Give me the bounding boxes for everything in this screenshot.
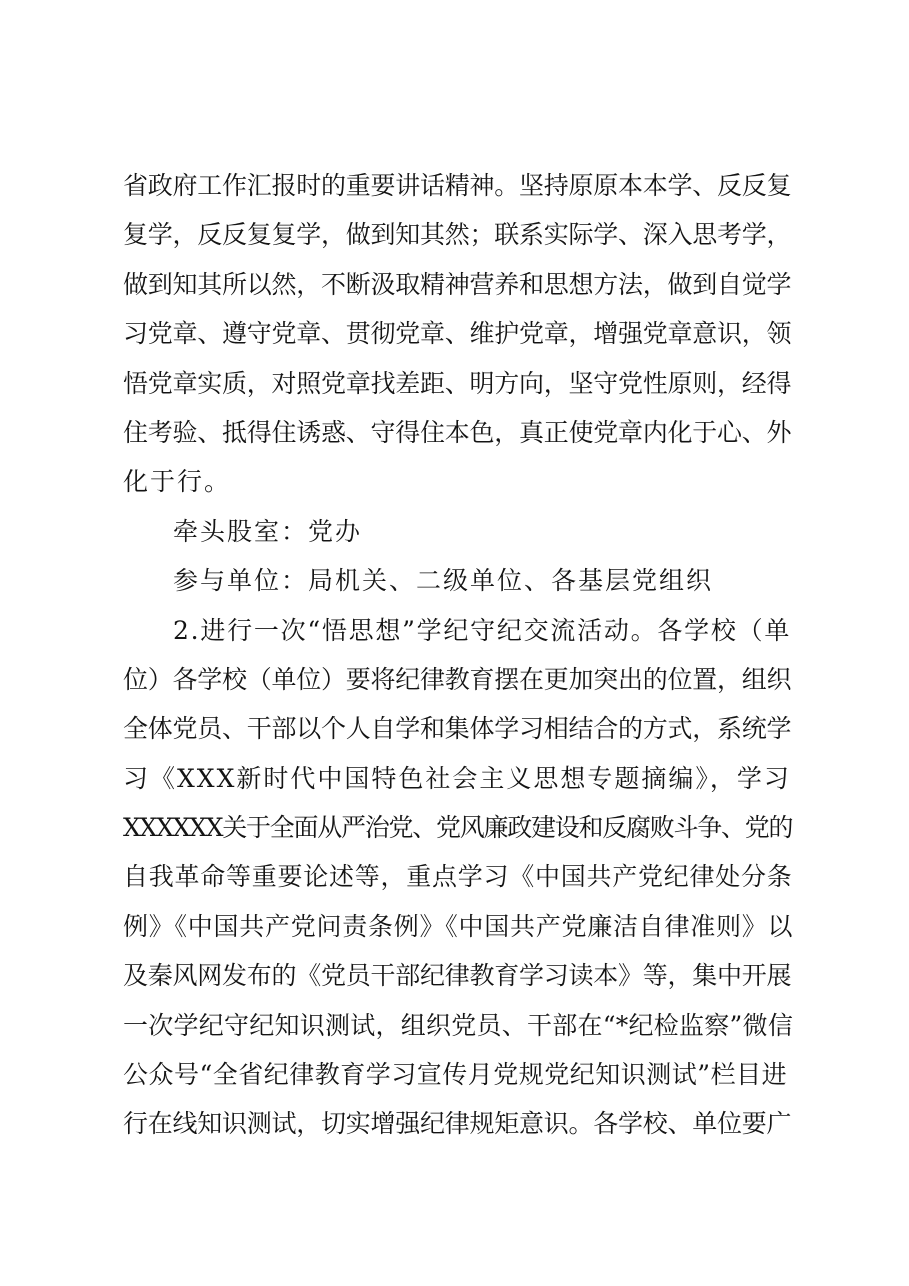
text-line: 做到知其所以然，不断汲取精神营养和思想方法，做到自觉学	[123, 269, 792, 299]
text-line: 及秦风网发布的《党员干部纪律教育学习读本》等，集中开展	[123, 961, 792, 991]
text-line: 例》《中国共产党问责条例》《中国共产党廉洁自律准则》以	[123, 911, 794, 941]
text-line: 悟党章实质，对照党章找差距、明方向，坚守党性原则，经得	[123, 368, 792, 398]
document-body	[123, 161, 793, 1149]
text-line: 行在线知识测试，切实增强纪律规矩意识。各学校、单位要广	[123, 1109, 792, 1139]
text-line: 自我革命等重要论述等，重点学习《中国共产党纪律处分条	[123, 862, 793, 892]
text-line: 复学，反反复复学，做到知其然；联系实际学、深入思考学，	[123, 220, 792, 250]
text-line: 2.进行一次“悟思想”学纪守纪交流活动。各学校（单	[173, 615, 792, 645]
text-line: 习《XXX新时代中国特色社会主义思想专题摘编》，学习	[123, 763, 791, 793]
text-line: 习党章、遵守党章、贯彻党章、维护党章，增强党章意识，领	[123, 319, 792, 349]
text-line: 牵头股室：党办	[173, 516, 363, 546]
text-line: XXXXXX关于全面从严治党、党风廉政建设和反腐败斗争、党的	[123, 813, 793, 843]
text-line: 化于行。	[123, 467, 232, 497]
text-line: 住考验、抵得住诱惑、守得住本色，真正使党章内化于心、外	[123, 417, 792, 447]
text-line: 参与单位：局机关、二级单位、各基层党组织	[173, 566, 714, 596]
text-line: 一次学纪守纪知识测试，组织党员、干部在“*纪检监察”微信	[123, 1010, 794, 1040]
text-line: 全体党员、干部以个人自学和集体学习相结合的方式，系统学	[123, 714, 792, 744]
text-line: 位）各学校（单位）要将纪律教育摆在更加突出的位置，组织	[123, 664, 792, 694]
text-line: 公众号“全省纪律教育学习宣传月党规党纪知识测试”栏目进	[123, 1060, 788, 1090]
text-line: 省政府工作汇报时的重要讲话精神。坚持原原本本学、反反复	[123, 171, 792, 200]
